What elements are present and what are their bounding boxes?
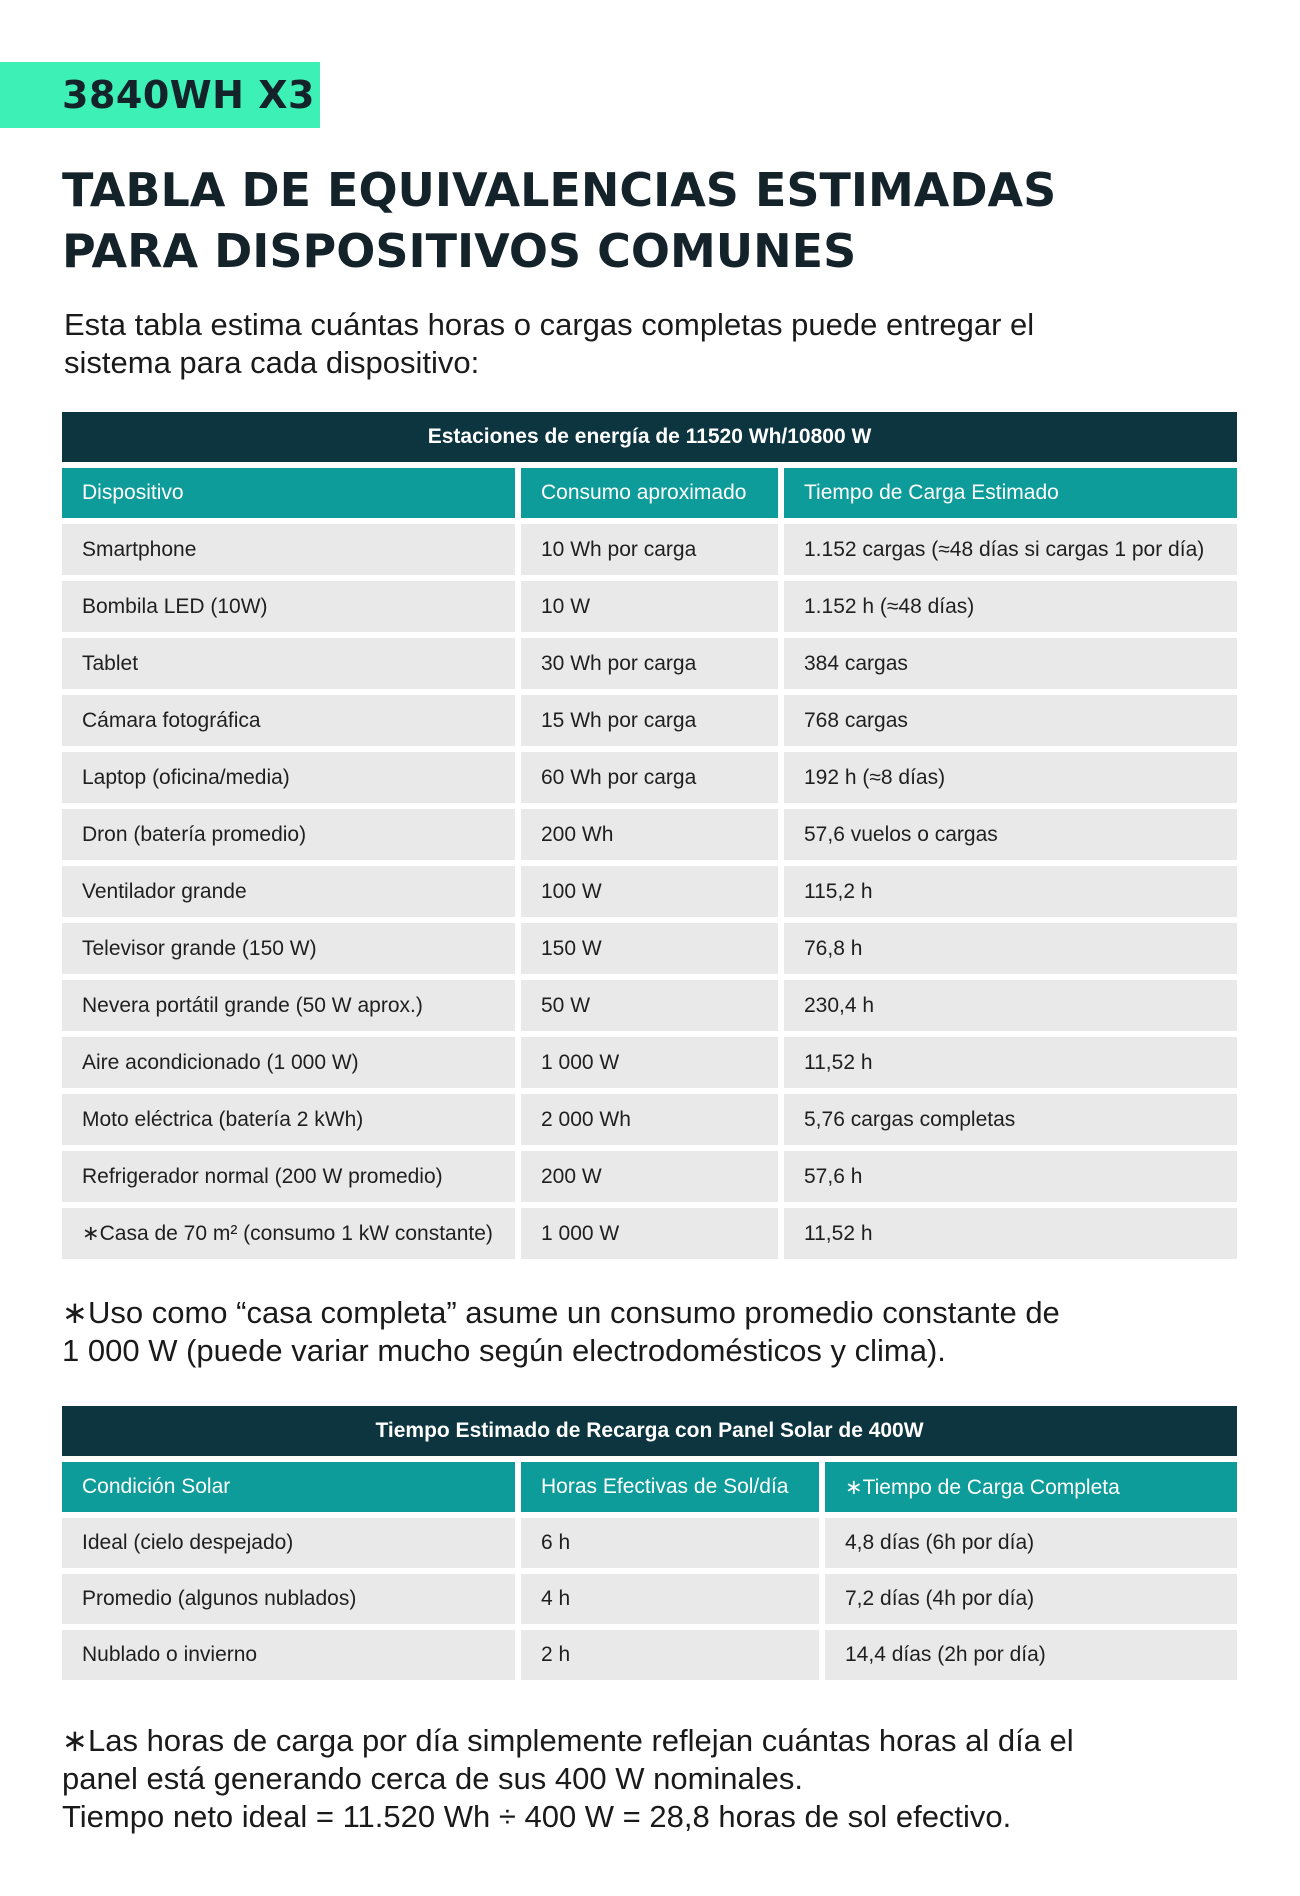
device-cell: Tablet: [62, 638, 521, 689]
home-usage-footnote: [62, 1294, 1252, 1370]
table-header-row: [62, 468, 1237, 518]
device-cell: Smartphone: [62, 524, 521, 575]
consumption-cell: 2 000 Wh: [521, 1094, 784, 1145]
device-equivalence-table: [62, 406, 1237, 1265]
consumption-cell: 60 Wh por carga: [521, 752, 784, 803]
model-badge-label: 3840WH X3: [62, 73, 315, 117]
table-row: [62, 1208, 1237, 1259]
table-row: [62, 1037, 1237, 1088]
column-header-device: Dispositivo: [62, 468, 521, 518]
charge-time-cell: 1.152 cargas (≈48 días si cargas 1 por día): [784, 524, 1237, 575]
charge-time-cell: 76,8 h: [784, 923, 1237, 974]
page-title-line-2: PARA DISPOSITIVOS COMUNES: [62, 224, 857, 278]
device-cell: Aire acondicionado (1 000 W): [62, 1037, 521, 1088]
device-cell: Laptop (oficina/media): [62, 752, 521, 803]
solar-footnote-line-3: Tiempo neto ideal = 11.520 Wh ÷ 400 W = 28,8 horas de sol efectivo.: [62, 1799, 1012, 1834]
solar-footnote-line-1: ∗Las horas de carga por día simplemente reflejan cuántas horas al día el: [62, 1723, 1074, 1758]
device-cell: Cámara fotográfica: [62, 695, 521, 746]
intro-line-1: Esta tabla estima cuántas horas o cargas completas puede entregar el: [64, 307, 1035, 342]
sun-hours-cell: 2 h: [521, 1630, 825, 1680]
solar-footnote: [62, 1722, 1252, 1836]
device-cell: Bombila LED (10W): [62, 581, 521, 632]
model-badge: [0, 62, 320, 128]
table-row: [62, 1574, 1237, 1624]
page-title: [62, 160, 1242, 282]
table-row: [62, 638, 1237, 689]
table-row: [62, 980, 1237, 1031]
table-row: [62, 809, 1237, 860]
table-row: [62, 581, 1237, 632]
device-cell: Refrigerador normal (200 W promedio): [62, 1151, 521, 1202]
charge-time-cell: 57,6 vuelos o cargas: [784, 809, 1237, 860]
sun-hours-cell: 4 h: [521, 1574, 825, 1624]
consumption-cell: 10 W: [521, 581, 784, 632]
full-charge-time-cell: 4,8 días (6h por día): [825, 1518, 1237, 1568]
full-charge-time-cell: 7,2 días (4h por día): [825, 1574, 1237, 1624]
solar-footnote-line-2: panel está generando cerca de sus 400 W nominales.: [62, 1761, 804, 1796]
column-header-consumption: Consumo aproximado: [521, 468, 784, 518]
table-caption: Tiempo Estimado de Recarga con Panel Solar de 400W: [62, 1406, 1237, 1456]
table-caption: Estaciones de energía de 11520 Wh/10800 W: [62, 412, 1237, 462]
charge-time-cell: 57,6 h: [784, 1151, 1237, 1202]
sun-hours-cell: 6 h: [521, 1518, 825, 1568]
charge-time-cell: 768 cargas: [784, 695, 1237, 746]
charge-time-cell: 192 h (≈8 días): [784, 752, 1237, 803]
device-cell: Nevera portátil grande (50 W aprox.): [62, 980, 521, 1031]
page-title-line-1: TABLA DE EQUIVALENCIAS ESTIMADAS: [62, 163, 1057, 217]
home-usage-footnote-line-2: 1 000 W (puede variar mucho según electrodomésticos y clima).: [62, 1333, 946, 1368]
table-row: [62, 866, 1237, 917]
charge-time-cell: 1.152 h (≈48 días): [784, 581, 1237, 632]
charge-time-cell: 11,52 h: [784, 1037, 1237, 1088]
solar-condition-cell: Ideal (cielo despejado): [62, 1518, 521, 1568]
device-cell: Ventilador grande: [62, 866, 521, 917]
consumption-cell: 30 Wh por carga: [521, 638, 784, 689]
consumption-cell: 1 000 W: [521, 1037, 784, 1088]
table-row: [62, 1518, 1237, 1568]
table-row: [62, 695, 1237, 746]
table-caption-row: [62, 412, 1237, 462]
solar-condition-cell: Promedio (algunos nublados): [62, 1574, 521, 1624]
device-cell: Dron (batería promedio): [62, 809, 521, 860]
consumption-cell: 15 Wh por carga: [521, 695, 784, 746]
consumption-cell: 200 W: [521, 1151, 784, 1202]
intro-text: [64, 306, 1244, 382]
consumption-cell: 1 000 W: [521, 1208, 784, 1259]
home-usage-footnote-line-1: ∗Uso como “casa completa” asume un consumo promedio constante de: [62, 1295, 1060, 1330]
intro-line-2: sistema para cada dispositivo:: [64, 345, 480, 380]
column-header-full-charge-time: ∗Tiempo de Carga Completa: [825, 1462, 1237, 1512]
full-charge-time-cell: 14,4 días (2h por día): [825, 1630, 1237, 1680]
table-row: [62, 923, 1237, 974]
table-header-row: [62, 1462, 1237, 1512]
device-cell: Moto eléctrica (batería 2 kWh): [62, 1094, 521, 1145]
charge-time-cell: 384 cargas: [784, 638, 1237, 689]
charge-time-cell: 230,4 h: [784, 980, 1237, 1031]
solar-recharge-table: [62, 1400, 1237, 1686]
table-row: [62, 1151, 1237, 1202]
consumption-cell: 200 Wh: [521, 809, 784, 860]
column-header-charge-time: Tiempo de Carga Estimado: [784, 468, 1237, 518]
table-row: [62, 1094, 1237, 1145]
charge-time-cell: 5,76 cargas completas: [784, 1094, 1237, 1145]
device-cell: ∗Casa de 70 m² (consumo 1 kW constante): [62, 1208, 521, 1259]
consumption-cell: 100 W: [521, 866, 784, 917]
charge-time-cell: 11,52 h: [784, 1208, 1237, 1259]
device-cell: Televisor grande (150 W): [62, 923, 521, 974]
table-caption-row: [62, 1406, 1237, 1456]
charge-time-cell: 115,2 h: [784, 866, 1237, 917]
consumption-cell: 10 Wh por carga: [521, 524, 784, 575]
table-row: [62, 752, 1237, 803]
column-header-sun-hours: Horas Efectivas de Sol/día: [521, 1462, 825, 1512]
table-row: [62, 1630, 1237, 1680]
column-header-solar-condition: Condición Solar: [62, 1462, 521, 1512]
consumption-cell: 50 W: [521, 980, 784, 1031]
consumption-cell: 150 W: [521, 923, 784, 974]
solar-condition-cell: Nublado o invierno: [62, 1630, 521, 1680]
table-row: [62, 524, 1237, 575]
